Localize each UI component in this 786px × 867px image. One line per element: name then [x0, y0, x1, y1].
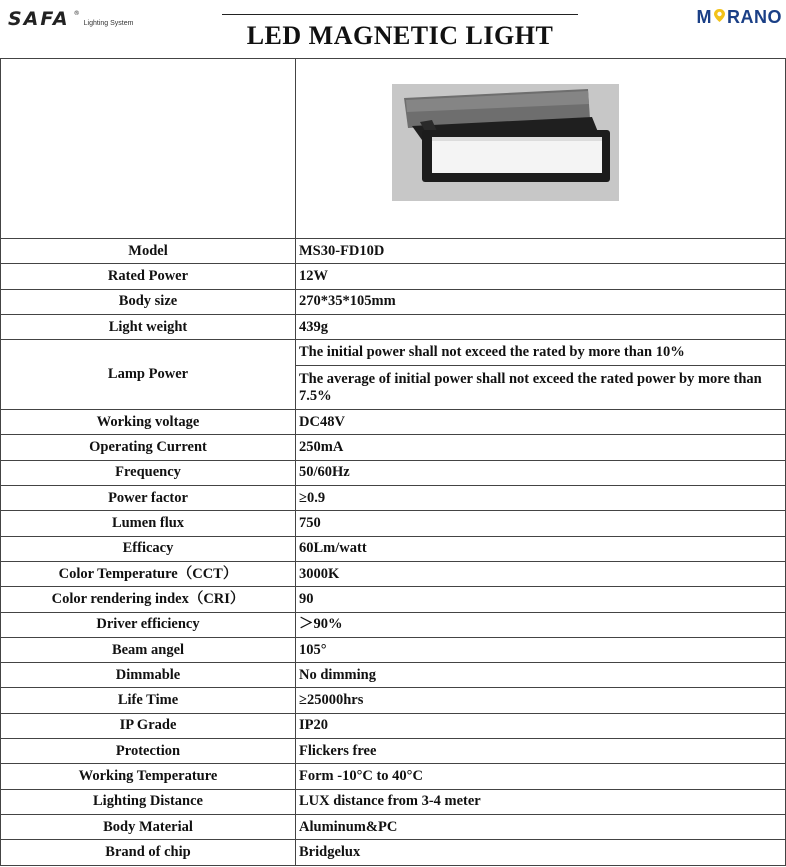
title-block: [222, 14, 578, 51]
spec-row-color-rendering-index-cri: [1, 587, 786, 612]
product-image-cell: [296, 59, 786, 239]
spec-row-body-material: [1, 814, 786, 839]
spec-value: ≥25000hrs: [296, 688, 786, 713]
spec-row-protection: [1, 739, 786, 764]
safa-logo-subtitle: Lighting System: [83, 20, 134, 27]
spec-value: Aluminum&PC: [296, 814, 786, 839]
spec-row-life-time: [1, 688, 786, 713]
spec-value: 3000K: [296, 561, 786, 586]
spec-value: ＞90%: [296, 612, 786, 637]
spec-row-efficacy: [1, 536, 786, 561]
spec-value: 439g: [296, 314, 786, 339]
spec-label: Driver efficiency: [1, 612, 296, 637]
spec-label: Brand of chip: [1, 840, 296, 865]
spec-row-lumen-flux: [1, 511, 786, 536]
spec-label: Light weight: [1, 314, 296, 339]
spec-row-ip-grade: [1, 713, 786, 738]
spec-row-lamp-power-1: [1, 340, 786, 366]
spec-value: MS30-FD10D: [296, 239, 786, 264]
spec-label: Protection: [1, 739, 296, 764]
led-magnetic-light-image: [392, 84, 619, 201]
spec-label: Body size: [1, 289, 296, 314]
spec-label: Life Time: [1, 688, 296, 713]
safa-logo: [8, 8, 133, 30]
spec-row-operating-current: [1, 435, 786, 460]
spec-value: ≥0.9: [296, 486, 786, 511]
spec-value: No dimming: [296, 663, 786, 688]
spec-value: Bridgelux: [296, 840, 786, 865]
spec-row-model: [1, 239, 786, 264]
spec-value: 270*35*105mm: [296, 289, 786, 314]
spec-label: Body Material: [1, 814, 296, 839]
spec-label: Frequency: [1, 460, 296, 485]
spec-label: Power factor: [1, 486, 296, 511]
page-title: LED MAGNETIC LIGHT: [246, 21, 554, 50]
spec-value: Flickers free: [296, 739, 786, 764]
spec-value: 12W: [296, 264, 786, 289]
image-row-blank-cell: [1, 59, 296, 239]
spec-label: Efficacy: [1, 536, 296, 561]
spec-table: [0, 58, 786, 866]
spec-row-brand-of-chip: [1, 840, 786, 865]
spec-row-lighting-distance: [1, 789, 786, 814]
spec-row-beam-angel: [1, 637, 786, 662]
location-pin-icon: [713, 7, 726, 22]
spec-value: IP20: [296, 713, 786, 738]
spec-row-body-size: [1, 289, 786, 314]
spec-row-frequency: [1, 460, 786, 485]
spec-row-driver-efficiency: [1, 612, 786, 637]
spec-label: Color rendering index（CRI）: [1, 587, 296, 612]
morano-logo-text: M RANO: [696, 7, 782, 27]
spec-value: 105°: [296, 637, 786, 662]
spec-row-rated-power: [1, 264, 786, 289]
spec-label: Lumen flux: [1, 511, 296, 536]
spec-label: IP Grade: [1, 713, 296, 738]
safa-registered-mark: ®: [73, 10, 80, 17]
spec-row-light-weight: [1, 314, 786, 339]
spec-row-working-temperature: [1, 764, 786, 789]
spec-row-color-temperature-cct: [1, 561, 786, 586]
spec-value: DC48V: [296, 410, 786, 435]
spec-value: The initial power shall not exceed the rated by more than 10%: [296, 340, 786, 366]
spec-value: 750: [296, 511, 786, 536]
spec-label: Working Temperature: [1, 764, 296, 789]
spec-label: Dimmable: [1, 663, 296, 688]
spec-label: Lighting Distance: [1, 789, 296, 814]
spec-value: Form -10°C to 40°C: [296, 764, 786, 789]
spec-value: LUX distance from 3-4 meter: [296, 789, 786, 814]
page-header: [0, 0, 786, 58]
spec-row-working-voltage: [1, 410, 786, 435]
spec-label: Working voltage: [1, 410, 296, 435]
safa-logo-mark: SAFA: [8, 8, 70, 30]
product-image-row: [1, 59, 786, 239]
morano-logo: [697, 7, 783, 28]
spec-label: Rated Power: [1, 264, 296, 289]
spec-row-power-factor: [1, 486, 786, 511]
product-photo: [392, 84, 619, 201]
spec-value: 90: [296, 587, 786, 612]
spec-value: 60Lm/watt: [296, 536, 786, 561]
spec-label: Lamp Power: [1, 340, 296, 410]
spec-label: Model: [1, 239, 296, 264]
spec-label: Operating Current: [1, 435, 296, 460]
spec-value: 250mA: [296, 435, 786, 460]
spec-label: Beam angel: [1, 637, 296, 662]
spec-row-dimmable: [1, 663, 786, 688]
spec-value: 50/60Hz: [296, 460, 786, 485]
spec-value: The average of initial power shall not exceed the rated power by more than 7.5%: [296, 366, 786, 410]
spec-label: Color Temperature（CCT）: [1, 561, 296, 586]
